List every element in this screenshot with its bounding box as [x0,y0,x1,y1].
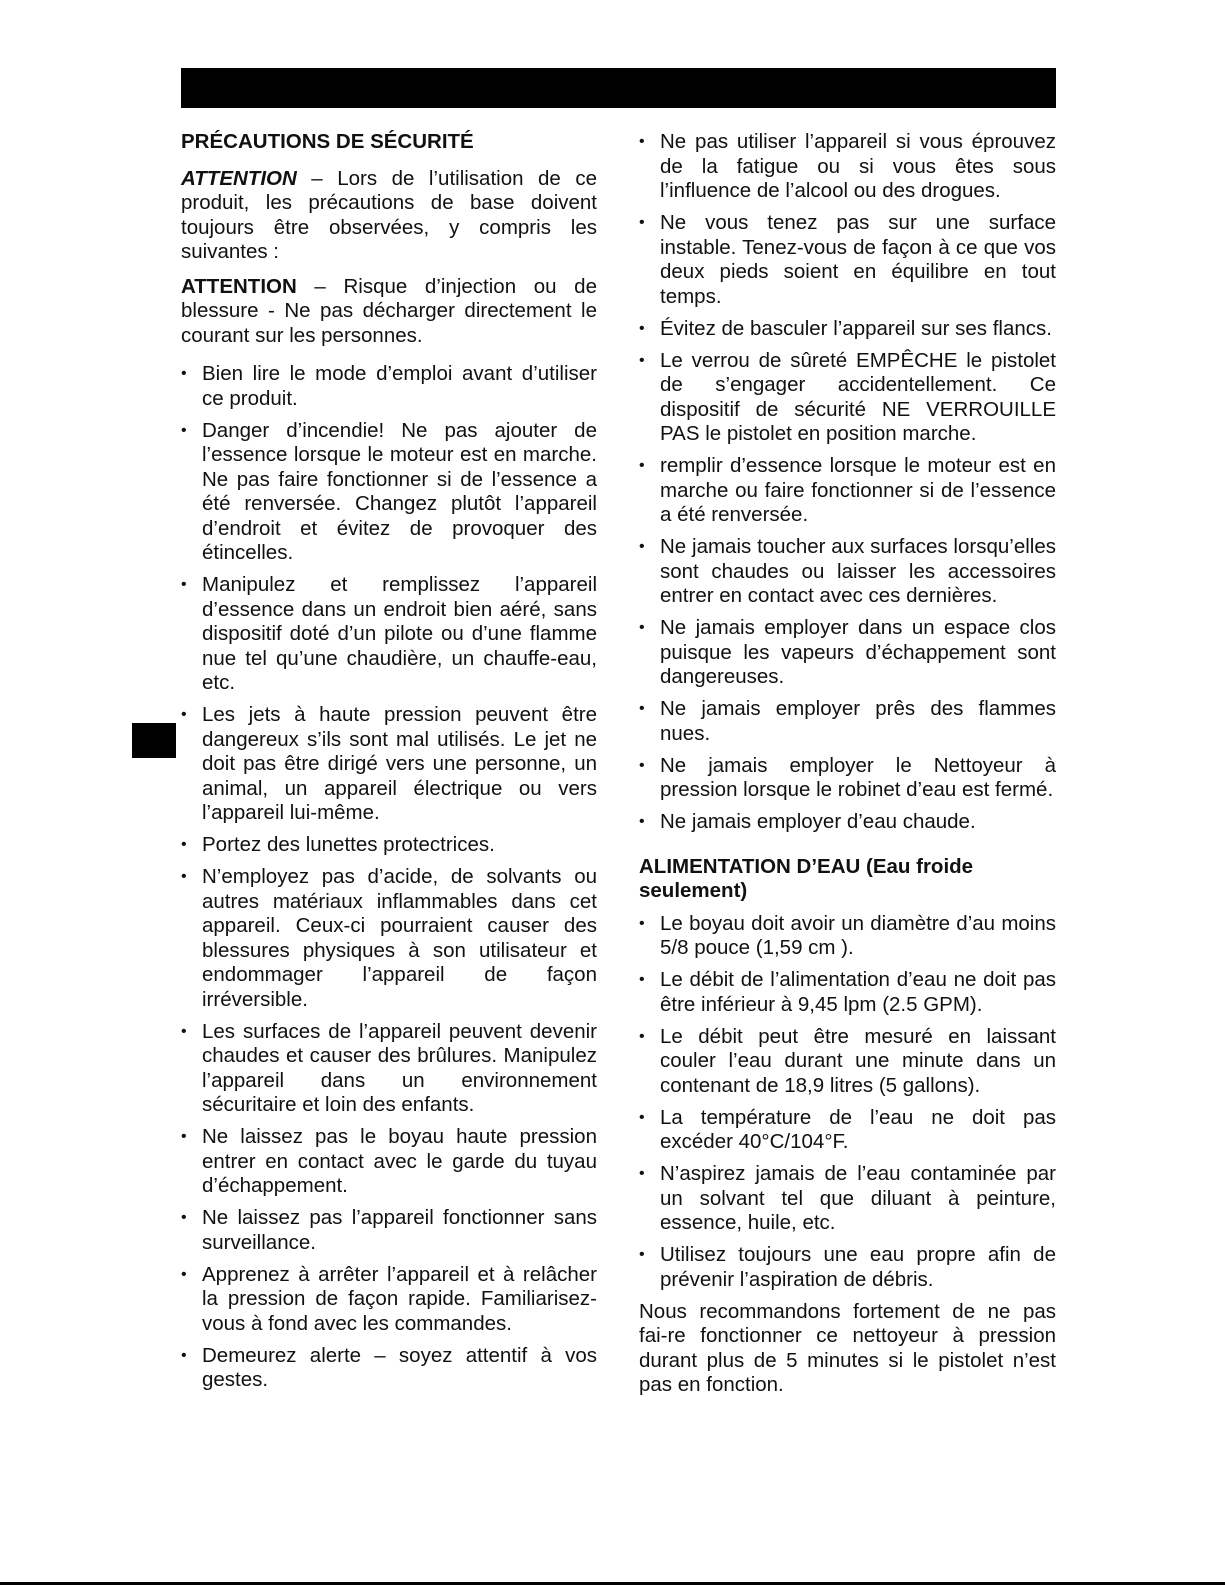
bullet-icon: • [639,971,645,988]
bullet-icon: • [639,1027,645,1045]
list-item [639,130,1056,204]
list-item-text: Ne jamais employer le Nettoyeur à pression lorsque le robinet d’eau est fermé. [660,753,1056,801]
closing-paragraph: Nous recommandons fortement de ne pas fai-re fonctionner ce nettoyeur à pression durant plus de 5 minutes si le pistolet n’est pas en fonction. [639,1299,1056,1396]
attention-text: Lors de l’utilisation de ce produit, les précautions de base doivent toujours être observées, y compris les suivantes : [181,166,597,263]
list-item-text: Ne jamais toucher aux surfaces lorsqu’elles sont chaudes ou laisser les accessoires entrer en contact avec ces dernières. [660,535,1056,607]
list-item-text: Le débit de l’alimentation d’eau ne doit pas être inférieur à 9,45 lpm (2.5 GPM). [660,968,1056,1016]
list-item [181,1125,597,1199]
list-item-text: Les jets à haute pression peuvent être dangereux s’ils sont mal utilisés. Le jet ne doit pas être dirigé vers une personne, un animal, un appareil électrique ou vers l’appareil lui-même. [202,703,597,824]
bullet-icon: • [639,538,645,555]
list-item [639,1106,1056,1155]
bullet-icon: • [639,1165,645,1182]
water-supply-heading: ALIMENTATION D’EAU (Eau froide seulement) [639,854,974,902]
water-supply-list [639,912,1056,1293]
list-item-text: Ne pas utiliser l’appareil si vous éprouvez de la fatigue ou si vous êtes sous l’influence de l’alcool ou des drogues. [660,130,1056,202]
bullet-icon: • [639,700,645,717]
list-item-text: Portez des lunettes protectrices. [202,833,495,856]
list-item-text: Les surfaces de l’appareil peuvent devenir chaudes et causer des brûlures. Manipulez l’appareil dans un environnement sécuritaire et loin des enfants. [202,1019,597,1116]
bullet-icon: • [639,914,645,932]
list-item [181,1206,597,1255]
bullet-icon: • [639,351,645,369]
bullet-icon: • [181,1265,187,1283]
header-bar [181,68,1056,108]
list-item [181,865,597,1012]
list-item-text: remplir d’essence lorsque le moteur est en marche ou faire fonctionner si de l’essence a été renversée. [660,454,1056,526]
list-item-text: Ne jamais employer prês des flammes nues. [660,697,1056,745]
list-item-text: Ne jamais employer d’eau chaude. [660,810,976,833]
safety-list [181,362,597,1393]
bullet-icon: • [181,576,187,593]
list-item-text: La température de l’eau ne doit pas excéder 40°C/104°F. [660,1105,1056,1153]
bullet-icon: • [639,756,645,774]
list-item-text: Demeurez alerte – soyez attentif à vos gestes. [202,1343,597,1391]
bullet-icon: • [639,1246,645,1263]
list-item [181,362,597,411]
bullet-icon: • [181,1022,187,1040]
list-item [639,211,1056,309]
list-item-text: Le débit peut être mesuré en laissant couler l’eau durant une minute dans un contenant de 18,9 litres (5 gallons). [660,1024,1056,1097]
bullet-icon: • [639,1108,645,1126]
list-item [639,912,1056,961]
list-item-text: N’aspirez jamais de l’eau contaminée par un solvant tel que diluant à peinture, essence, huile, etc. [660,1162,1056,1234]
list-item-text: N’employez pas d’acide, de solvants ou autres matériaux inflammables dans cet appareil. Ceux-ci pourraient causer des blessures physiques à son utilisateur et endommager l’appareil de façon irréversible. [202,865,597,1011]
list-item [639,1243,1056,1292]
section-tab-marker [132,723,176,758]
list-item [181,1263,597,1337]
right-column [639,130,1056,1408]
list-item [181,833,597,858]
attention-label: ATTENTION [181,274,297,298]
bullet-icon: • [181,421,187,439]
list-item-text: Le boyau doit avoir un diamètre d’au moins 5/8 pouce (1,59 cm ). [660,911,1056,959]
bullet-icon: • [181,868,187,885]
attention-label: ATTENTION [181,166,297,190]
list-item-text: Ne laissez pas le boyau haute pression entrer en contact avec le garde du tuyau d’échappement. [202,1125,597,1197]
bullet-icon: • [181,1346,187,1364]
bullet-icon: • [639,457,645,474]
list-item [639,810,1056,835]
list-item [181,703,597,826]
list-item [639,317,1056,342]
bullet-icon: • [639,319,645,337]
bullet-icon: • [181,836,187,853]
bullet-icon: • [181,706,187,723]
list-item [639,616,1056,690]
attention-paragraph-1 [181,167,597,265]
attention-paragraph-2 [181,275,597,349]
safety-list-continued [639,130,1056,835]
list-item-text: Danger d’incendie! Ne pas ajouter de l’essence lorsque le moteur est en marche. Ne pas faire fonctionner si de l’essence a été renversée. Changez plutôt l’appareil d’endroit et évitez de provoquer des étincelles. [202,418,597,564]
list-item [639,1162,1056,1236]
safety-heading: PRÉCAUTIONS DE SÉCURITÉ [181,130,474,153]
list-item-text: Bien lire le mode d’emploi avant d’utiliser ce produit. [202,362,597,410]
bullet-icon: • [181,1128,187,1145]
bullet-icon: • [639,133,645,150]
list-item [639,754,1056,803]
bullet-icon: • [181,1209,187,1226]
list-item [639,697,1056,746]
list-item [639,454,1056,528]
list-item [639,349,1056,447]
bullet-icon: • [639,214,645,231]
list-item-text: Le verrou de sûreté EMPÊCHE le pistolet de s’engager accidentellement. Ce dispositif de sécurité NE VERROUILLE PAS le pistolet en position marche. [660,348,1056,445]
list-item [639,535,1056,609]
list-item-text: Manipulez et remplissez l’appareil d’essence dans un endroit bien aéré, sans dispositif doté d’un pilote ou d’une flamme nue tel qu’une chaudière, un chauffe-eau, etc. [202,573,597,694]
list-item [181,573,597,696]
list-item-text: Apprenez à arrêter l’appareil et à relâcher la pression de façon rapide. Familiarisez-vous à fond avec les commandes. [202,1262,597,1335]
list-item-text: Ne vous tenez pas sur une surface instable. Tenez-vous de façon à ce que vos deux pieds soient en équilibre en tout temps. [660,211,1056,308]
list-item-text: Ne laissez pas l’appareil fonctionner sans surveillance. [202,1206,597,1254]
bullet-icon: • [639,813,645,830]
list-item [639,968,1056,1017]
list-item [639,1025,1056,1099]
list-item [181,1020,597,1118]
list-item [181,419,597,566]
list-item-text: Évitez de basculer l’appareil sur ses flancs. [660,316,1052,340]
list-item [181,1344,597,1393]
left-column [181,130,597,1400]
list-item-text: Ne jamais employer dans un espace clos puisque les vapeurs d’échappement sont dangereuses. [660,616,1056,688]
attention-dash: – [296,166,338,190]
bullet-icon: • [639,619,645,636]
attention-dash: – [296,274,344,298]
list-item-text: Utilisez toujours une eau propre afin de prévenir l’aspiration de débris. [660,1243,1056,1291]
attention-text: Risque d’injection ou de blessure - Ne pas décharger directement le courant sur les personnes. [181,274,597,347]
bullet-icon: • [181,365,187,382]
